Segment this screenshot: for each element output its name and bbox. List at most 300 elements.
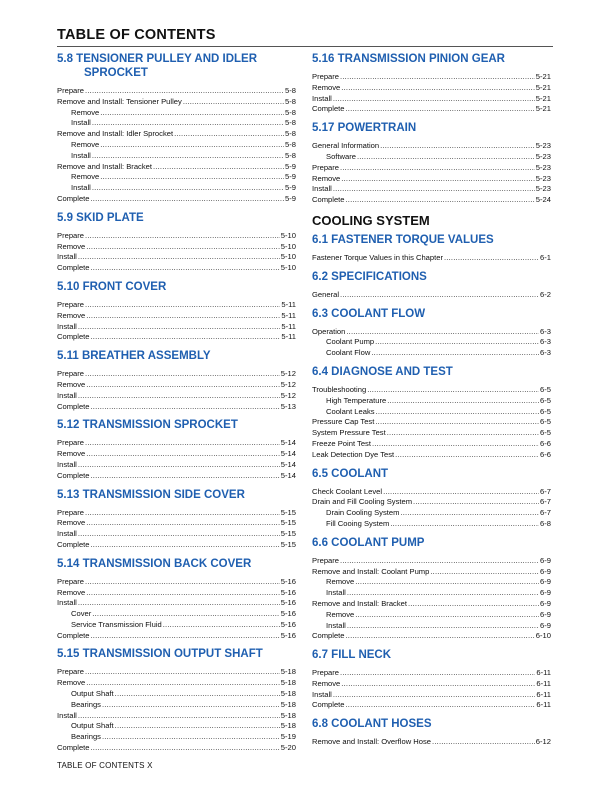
toc-entry[interactable] xyxy=(312,253,551,264)
toc-subentry[interactable] xyxy=(312,337,551,348)
page-number: 5-12 xyxy=(280,369,296,379)
page-number: 6-9 xyxy=(540,555,551,565)
entry-label: Prepare xyxy=(312,555,340,565)
entry-label: Pressure Cap Test xyxy=(312,417,375,427)
page-number: 5-8 xyxy=(285,129,296,139)
page-number: 5-15 xyxy=(280,507,296,517)
dot-leader xyxy=(91,471,280,482)
toc-entry[interactable] xyxy=(312,141,551,152)
page-number: 5-16 xyxy=(280,587,296,597)
entry-label: Bearings xyxy=(71,732,101,742)
entry-label: Install xyxy=(71,183,91,193)
toc-entry[interactable] xyxy=(312,417,551,428)
dot-leader xyxy=(340,556,539,567)
page-number: 6-7 xyxy=(540,497,551,507)
section-title-link[interactable] xyxy=(57,647,296,661)
dot-leader xyxy=(444,253,539,264)
section-title-link[interactable] xyxy=(312,233,551,247)
dot-leader xyxy=(86,380,280,391)
entry-label: Remove and Install: Bracket xyxy=(57,161,152,171)
toc-subentry[interactable] xyxy=(57,609,296,620)
toc-entry[interactable] xyxy=(57,667,296,678)
toc-entry[interactable] xyxy=(57,711,296,722)
toc-section xyxy=(57,488,296,557)
toc-subentry[interactable] xyxy=(312,577,551,588)
section-title-text: 5.10 FRONT COVER xyxy=(57,280,167,293)
toc-entry[interactable] xyxy=(57,743,296,754)
dot-leader xyxy=(390,519,539,530)
page-number: 5-23 xyxy=(535,151,551,161)
toc-entry[interactable] xyxy=(312,163,551,174)
toc-subentry[interactable] xyxy=(57,151,296,162)
entry-label: Coolant Pump xyxy=(326,337,375,347)
entry-label: Prepare xyxy=(57,576,85,586)
toc-right-column xyxy=(312,52,551,754)
section-title-link[interactable] xyxy=(312,365,551,379)
toc-entry[interactable] xyxy=(312,72,551,83)
dot-leader xyxy=(375,417,539,428)
page-number: 6-5 xyxy=(540,406,551,416)
dot-leader xyxy=(85,577,280,588)
toc-entry[interactable] xyxy=(312,737,551,748)
entry-label: General xyxy=(312,289,340,299)
toc-entry[interactable] xyxy=(57,391,296,402)
toc-entry[interactable] xyxy=(312,290,551,301)
toc-entry[interactable] xyxy=(57,631,296,642)
entry-label: Complete xyxy=(57,539,90,549)
toc-entry[interactable] xyxy=(57,242,296,253)
toc-subentry[interactable] xyxy=(57,118,296,129)
entry-label: High Temperature xyxy=(326,395,387,405)
page-number: 6-11 xyxy=(536,678,551,688)
toc-entry[interactable] xyxy=(57,598,296,609)
entry-label: Remove xyxy=(57,449,86,459)
dot-leader xyxy=(91,332,281,343)
page-number: 5-11 xyxy=(281,321,296,331)
toc-entry[interactable] xyxy=(312,385,551,396)
page-number: 6-6 xyxy=(540,449,551,459)
section-title-link[interactable] xyxy=(312,121,551,135)
entry-label: Remove xyxy=(57,678,86,688)
toc-entry[interactable] xyxy=(312,174,551,185)
toc-entry[interactable] xyxy=(57,263,296,274)
toc-entry[interactable] xyxy=(57,97,296,108)
toc-subentry[interactable] xyxy=(312,407,551,418)
page-number: 5-9 xyxy=(285,183,296,193)
toc-entry[interactable] xyxy=(57,332,296,343)
entry-label: Remove xyxy=(312,82,341,92)
entry-label: Remove xyxy=(57,518,86,528)
page-number: 5-8 xyxy=(285,118,296,128)
toc-entry[interactable] xyxy=(312,679,551,690)
entry-label: Remove and Install: Coolant Pump xyxy=(312,566,430,576)
toc-entry[interactable] xyxy=(57,471,296,482)
entry-label: Prepare xyxy=(312,72,340,81)
section-title-text: 5.16 TRANSMISSION PINION GEAR xyxy=(312,53,505,65)
page-number: 5-19 xyxy=(280,732,296,742)
section-title-text: 5.15 TRANSMISSION OUTPUT SHAFT xyxy=(57,648,263,661)
dot-leader xyxy=(395,450,539,461)
section-title-text: 6.5 COOLANT xyxy=(312,467,389,480)
section-title-text: 5.13 TRANSMISSION SIDE COVER xyxy=(57,488,245,501)
page-number: 5-11 xyxy=(281,332,296,342)
dot-leader xyxy=(367,385,539,396)
dot-leader xyxy=(346,631,535,642)
entry-label: Cover xyxy=(71,609,92,619)
entry-label: Prepare xyxy=(57,438,85,448)
toc-section xyxy=(57,211,296,280)
dot-leader xyxy=(85,369,280,380)
page-number: 6-9 xyxy=(540,577,551,587)
dot-leader xyxy=(153,162,284,173)
dot-leader xyxy=(333,184,535,195)
section-title-link[interactable] xyxy=(57,557,296,571)
toc-entry[interactable] xyxy=(312,631,551,642)
dot-leader xyxy=(115,721,280,732)
entry-label: Complete xyxy=(312,700,345,710)
toc-entry[interactable] xyxy=(57,129,296,140)
entry-label: Remove xyxy=(312,678,341,688)
toc-subentry[interactable] xyxy=(312,588,551,599)
entry-label: Troubleshooting xyxy=(312,384,367,394)
page-number: 6-5 xyxy=(540,428,551,438)
toc-entry[interactable] xyxy=(312,450,551,461)
toc-entry[interactable] xyxy=(312,327,551,338)
toc-entry[interactable] xyxy=(312,556,551,567)
section-title-link[interactable] xyxy=(57,52,296,80)
toc-entry[interactable] xyxy=(312,497,551,508)
section-title-link[interactable] xyxy=(57,418,296,432)
page-number: 6-12 xyxy=(535,737,551,747)
entry-label: Fill Cooing System xyxy=(326,518,390,528)
entry-label: Install xyxy=(326,620,346,630)
entry-label: Complete xyxy=(57,263,90,273)
entry-label: Bearings xyxy=(71,699,101,709)
toc-subentry[interactable] xyxy=(57,689,296,700)
entry-label: System Pressure Test xyxy=(312,428,386,438)
dot-leader xyxy=(174,129,284,140)
dot-leader xyxy=(78,322,281,333)
toc-section xyxy=(312,536,551,648)
page-number: 5-11 xyxy=(281,299,296,309)
toc-entry[interactable] xyxy=(312,428,551,439)
section-title-link[interactable] xyxy=(57,349,296,363)
toc-entry[interactable] xyxy=(57,577,296,588)
section-spacer xyxy=(312,748,551,754)
section-title-link[interactable] xyxy=(57,280,296,294)
page-number: 5-10 xyxy=(280,241,296,251)
toc-section xyxy=(57,280,296,349)
entry-label: Complete xyxy=(57,630,90,640)
dot-leader xyxy=(183,97,284,108)
dot-leader xyxy=(86,678,280,689)
toc-subentry[interactable] xyxy=(312,610,551,621)
entry-label: Install xyxy=(312,184,332,194)
toc-entry[interactable] xyxy=(57,438,296,449)
dot-leader xyxy=(78,598,280,609)
toc-entry[interactable] xyxy=(57,322,296,333)
dot-leader xyxy=(380,141,535,152)
toc-section xyxy=(312,52,551,121)
section-title-text: 5.9 SKID PLATE xyxy=(57,211,144,224)
toc-entry[interactable] xyxy=(57,529,296,540)
dot-leader xyxy=(91,402,280,413)
page-number: 5-16 xyxy=(280,619,296,629)
entry-label: Complete xyxy=(312,104,345,114)
toc-entry[interactable] xyxy=(57,311,296,322)
toc-subentry[interactable] xyxy=(57,721,296,732)
section-spacer xyxy=(57,754,296,760)
entry-label: Install xyxy=(57,598,77,608)
dot-leader xyxy=(86,242,280,253)
toc-entry[interactable] xyxy=(57,252,296,263)
entry-label: Freeze Point Test xyxy=(312,438,371,448)
section-title-text: 6.4 DIAGNOSE AND TEST xyxy=(312,365,453,378)
page-number: 6-1 xyxy=(540,252,551,262)
toc-entry[interactable] xyxy=(57,540,296,551)
section-title-link[interactable] xyxy=(57,211,296,225)
toc-subentry[interactable] xyxy=(312,621,551,632)
page-number: 5-8 xyxy=(285,150,296,160)
entry-label: Operation xyxy=(312,326,346,336)
dot-leader xyxy=(347,621,539,632)
section-title-text: 6.1 FASTENER TORQUE VALUES xyxy=(312,233,494,246)
toc-entry[interactable] xyxy=(57,86,296,97)
dot-leader xyxy=(340,163,535,174)
section-title-text: 6.7 FILL NECK xyxy=(312,649,392,662)
dot-leader xyxy=(383,487,539,498)
toc-section xyxy=(57,418,296,487)
page-number: 5-21 xyxy=(535,72,551,81)
page-number: 5-21 xyxy=(535,93,551,103)
entry-label: Install xyxy=(71,150,91,160)
dot-leader xyxy=(91,540,280,551)
entry-label: Remove xyxy=(71,139,100,149)
toc-entry[interactable] xyxy=(57,508,296,519)
section-title-text: 5.8 TENSIONER PULLEY AND IDLER xyxy=(57,53,258,65)
page-number: 6-9 xyxy=(540,620,551,630)
page-number: 6-7 xyxy=(540,486,551,496)
section-title-link[interactable] xyxy=(312,717,551,731)
toc-subentry[interactable] xyxy=(57,183,296,194)
entry-label: Leak Detection Dye Test xyxy=(312,449,395,459)
chapter-heading: COOLING SYSTEM xyxy=(312,212,430,228)
toc-entry[interactable] xyxy=(312,668,551,679)
section-title-continuation: SPROCKET xyxy=(84,67,148,79)
dot-leader xyxy=(333,94,535,105)
toc-entry[interactable] xyxy=(57,518,296,529)
section-title-link[interactable] xyxy=(312,648,551,662)
entry-label: Remove xyxy=(326,577,355,587)
page-number: 6-2 xyxy=(540,289,551,299)
toc-left-column xyxy=(57,52,296,760)
toc-entry[interactable] xyxy=(312,184,551,195)
dot-leader xyxy=(78,391,280,402)
entry-label: Service Transmission Fluid xyxy=(71,619,162,629)
dot-leader xyxy=(371,348,539,359)
page-number: 5-10 xyxy=(280,230,296,240)
page-number: 5-14 xyxy=(280,459,296,469)
dot-leader xyxy=(341,679,535,690)
dot-leader xyxy=(340,290,539,301)
entry-label: Coolant Leaks xyxy=(326,406,375,416)
toc-entry[interactable] xyxy=(312,83,551,94)
page-number: 5-11 xyxy=(281,310,296,320)
toc-subentry[interactable] xyxy=(312,152,551,163)
toc-subentry[interactable] xyxy=(312,396,551,407)
page-number: 5-16 xyxy=(280,609,296,619)
toc-entry[interactable] xyxy=(57,194,296,205)
entry-label: Install xyxy=(57,252,77,262)
toc-entry[interactable] xyxy=(57,380,296,391)
section-title-text: 5.12 TRANSMISSION SPROCKET xyxy=(57,419,238,432)
dot-leader xyxy=(346,195,535,206)
entry-label: Prepare xyxy=(57,86,85,95)
toc-entry[interactable] xyxy=(57,369,296,380)
toc-entry[interactable] xyxy=(57,588,296,599)
dot-leader xyxy=(86,449,280,460)
toc-entry[interactable] xyxy=(312,487,551,498)
entry-label: Output Shaft xyxy=(71,689,114,699)
section-title-link[interactable] xyxy=(312,536,551,550)
toc-subentry[interactable] xyxy=(57,620,296,631)
page-number: 5-18 xyxy=(280,667,296,677)
dot-leader xyxy=(400,508,539,519)
page-number: 5-18 xyxy=(280,710,296,720)
entry-label: Install xyxy=(71,118,91,128)
dot-leader xyxy=(86,311,280,322)
toc-entry[interactable] xyxy=(57,231,296,242)
section-title-link[interactable] xyxy=(312,467,551,481)
section-title-link[interactable] xyxy=(312,307,551,321)
dot-leader xyxy=(115,689,280,700)
entry-label: Complete xyxy=(57,193,90,203)
entry-label: Prepare xyxy=(57,667,85,677)
page-number: 5-16 xyxy=(280,630,296,640)
toc-entry[interactable] xyxy=(57,300,296,311)
dot-leader xyxy=(372,439,539,450)
toc-entry[interactable] xyxy=(312,439,551,450)
entry-label: Remove xyxy=(326,609,355,619)
toc-entry[interactable] xyxy=(57,162,296,173)
section-title-link[interactable] xyxy=(57,488,296,502)
entry-label: Install xyxy=(57,459,77,469)
page-number: 6-9 xyxy=(540,598,551,608)
dot-leader xyxy=(340,668,535,679)
dot-leader xyxy=(85,438,280,449)
page-number: 6-9 xyxy=(540,566,551,576)
entry-label: Install xyxy=(57,321,77,331)
dot-leader xyxy=(413,497,539,508)
entry-label: Prepare xyxy=(57,299,85,309)
entry-label: Complete xyxy=(57,743,90,753)
toc-section xyxy=(312,270,551,307)
toc-entry[interactable] xyxy=(312,599,551,610)
page-number: 5-20 xyxy=(280,743,296,753)
section-title-text: 6.8 COOLANT HOSES xyxy=(312,718,432,731)
toc-subentry[interactable] xyxy=(57,172,296,183)
dot-leader xyxy=(347,588,539,599)
page-number: 6-11 xyxy=(536,700,551,710)
toc-entry[interactable] xyxy=(312,195,551,206)
toc-entry[interactable] xyxy=(57,460,296,471)
dot-leader xyxy=(91,631,280,642)
toc-entry[interactable] xyxy=(312,567,551,578)
entry-label: Output Shaft xyxy=(71,721,114,731)
toc-section xyxy=(312,307,551,365)
page-number: 5-14 xyxy=(280,438,296,448)
page-number: 5-16 xyxy=(280,576,296,586)
entry-label: Install xyxy=(312,93,332,103)
page-number: 5-13 xyxy=(280,401,296,411)
toc-entry[interactable] xyxy=(312,104,551,115)
toc-entry[interactable] xyxy=(57,678,296,689)
dot-leader xyxy=(355,610,539,621)
toc-subentry[interactable] xyxy=(57,700,296,711)
entry-label: Remove and Install: Tensioner Pulley xyxy=(57,96,182,106)
entry-label: Remove xyxy=(71,172,100,182)
dot-leader xyxy=(91,263,280,274)
entry-label: Install xyxy=(326,588,346,598)
page-number: 6-5 xyxy=(540,417,551,427)
entry-label: Remove and Install: Idler Sprocket xyxy=(57,129,174,139)
page-number: 5-21 xyxy=(535,104,551,114)
dot-leader xyxy=(92,118,284,129)
toc-entry[interactable] xyxy=(312,690,551,701)
page-number: 5-23 xyxy=(535,173,551,183)
toc-entry[interactable] xyxy=(312,94,551,105)
page-number: 6-3 xyxy=(540,326,551,336)
page-number: 6-9 xyxy=(540,588,551,598)
toc-subentry[interactable] xyxy=(312,348,551,359)
dot-leader xyxy=(100,140,284,151)
dot-leader xyxy=(78,711,280,722)
dot-leader xyxy=(92,183,284,194)
page-number: 6-9 xyxy=(540,609,551,619)
dot-leader xyxy=(85,300,280,311)
page-footer: TABLE OF CONTENTS X xyxy=(57,761,153,770)
entry-label: Fastener Torque Values in this Chapter xyxy=(312,252,443,262)
dot-leader xyxy=(357,152,535,163)
dot-leader xyxy=(102,700,280,711)
section-title-link[interactable] xyxy=(312,52,551,66)
page-number: 5-18 xyxy=(280,699,296,709)
page-number: 6-8 xyxy=(540,518,551,528)
page-number: 6-11 xyxy=(536,668,551,678)
page-title: TABLE OF CONTENTS xyxy=(57,27,216,43)
toc-subentry[interactable] xyxy=(57,108,296,119)
toc-entry[interactable] xyxy=(312,700,551,711)
dot-leader xyxy=(376,407,539,418)
page-number: 6-5 xyxy=(540,384,551,394)
page-number: 5-9 xyxy=(285,193,296,203)
dot-leader xyxy=(375,337,539,348)
page-number: 5-16 xyxy=(280,598,296,608)
toc-subentry[interactable] xyxy=(312,508,551,519)
dot-leader xyxy=(430,567,539,578)
toc-subentry[interactable] xyxy=(57,732,296,743)
toc-entry[interactable] xyxy=(57,402,296,413)
entry-label: Software xyxy=(326,151,356,161)
section-title-text: 5.14 TRANSMISSION BACK COVER xyxy=(57,557,252,570)
toc-entry[interactable] xyxy=(57,449,296,460)
page-number: 5-15 xyxy=(280,529,296,539)
page-number: 6-3 xyxy=(540,348,551,358)
entry-label: Install xyxy=(312,689,332,699)
section-title-link[interactable] xyxy=(312,270,551,284)
toc-subentry[interactable] xyxy=(312,519,551,530)
toc-subentry[interactable] xyxy=(57,140,296,151)
